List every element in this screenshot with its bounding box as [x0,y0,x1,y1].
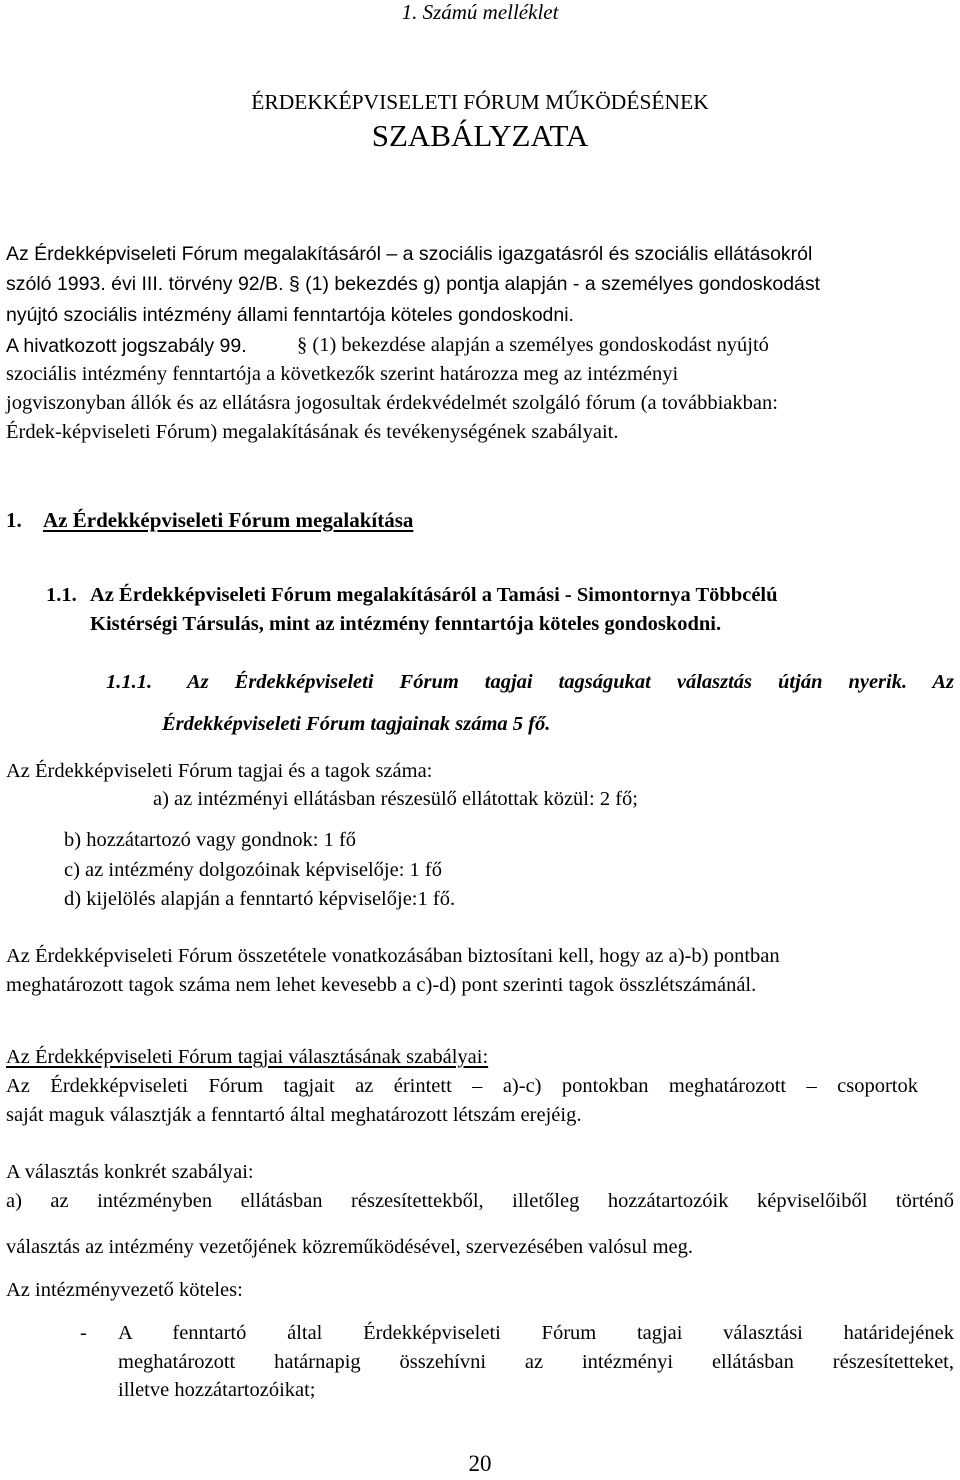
member-item-d: d) kijelölés alapján a fenntartó képviselője:1 fő. [64,888,456,910]
member-item-c: c) az intézmény dolgozóinak képviselője: 1 fő [64,859,442,881]
section-title: Az Érdekképviseleti Fórum megalakítása [43,508,414,532]
annex-label: 1. Számú melléklet [401,0,559,24]
intro-line-2: szóló 1993. évi III. törvény 92/B. § (1) bekezdés g) pontja alapján - a személyes gondoskodást [6,273,821,295]
duties-line-1: A fenntartó által Érdekképviseleti Fórum tagjai választási határidejének [118,1322,954,1344]
intro-line-4-rest: § (1) bekezdése alapján a személyes gondoskodást nyújtó [297,334,769,356]
subsection-number: 1.1. [46,584,77,606]
composition-line-1: Az Érdekképviseleti Fórum összetétele vonatkozásában biztosítani kell, hogy az a)-b) pontban [6,945,780,967]
document-title-line2: SZABÁLYZATA [371,118,589,153]
subsubsection-line-2: Érdekképviseleti Fórum tagjainak száma 5 fő. [162,713,551,735]
members-heading: Az Érdekképviseleti Fórum tagjai és a tagok száma: [6,760,433,782]
intro-line-3: nyújtó szociális intézmény állami fenntartója köteles gondoskodni. [6,304,574,326]
page-number: 20 [468,1451,492,1476]
duties-line-2: meghatározott határnapig összehívni az intézményi ellátásban részesítetteket, [118,1351,954,1373]
election-line-1: Az Érdekképviseleti Fórum tagjait az érintett – a)-c) pontokban meghatározott – csoportok [6,1075,918,1097]
member-item-a: a) az intézményi ellátásban részesülő ellátottak közül: 2 fő; [153,788,638,810]
duties-line-3: illetve hozzátartozóikat; [118,1379,316,1401]
subsubsection-line-1: Az Érdekképviseleti Fórum tagjai tagságukat választás útján nyerik. Az [187,671,954,693]
subsection-line-2: Kistérségi Társulás, mint az intézmény fenntartója köteles gondoskodni. [90,613,722,635]
section-number: 1. [6,508,22,532]
subsubsection-number: 1.1.1. [106,671,153,693]
member-item-b: b) hozzátartozó vagy gondnok: 1 fő [64,829,357,851]
composition-line-2: meghatározott tagok száma nem lehet kevesebb a c)-d) pont szerinti tagok összlétszámánál. [6,974,757,996]
intro-line-1: Az Érdekképviseleti Fórum megalakításáról – a szociális igazgatásról és szociális ellátásokról [6,243,813,265]
intro-line-5: szociális intézmény fenntartója a következők szerint határozza meg az intézményi [6,363,679,385]
subsection-line-1: Az Érdekképviseleti Fórum megalakításáról a Tamási - Simontornya Többcélú [90,584,778,606]
intro-line-4-start: A hivatkozott jogszabály 99. [6,335,247,357]
concrete-heading: A választás konkrét szabályai: [6,1161,254,1183]
intro-line-6: jogviszonyban állók és az ellátásra jogosultak érdekvédelmét szolgáló fórum (a továbbiakban: [6,392,778,414]
duties-heading: Az intézményvezető köteles: [6,1279,243,1301]
concrete-line-1: a) az intézményben ellátásban részesítettekből, illetőleg hozzátartozóik képviselőiből történő [6,1190,954,1212]
concrete-line-2: választás az intézmény vezetőjének közreműködésével, szervezésében valósul meg. [6,1236,694,1258]
intro-line-7: Érdek-képviseleti Fórum) megalakításának és tevékenységének szabályait. [6,421,619,443]
election-heading: Az Érdekképviseleti Fórum tagjai választásának szabályai: [6,1046,489,1068]
election-line-2: saját maguk választják a fenntartó által meghatározott létszám erejéig. [6,1104,582,1126]
document-title-line1: ÉRDEKKÉPVISELETI FÓRUM MŰKÖDÉSÉNEK [251,90,709,114]
duties-dash: - [80,1322,87,1344]
